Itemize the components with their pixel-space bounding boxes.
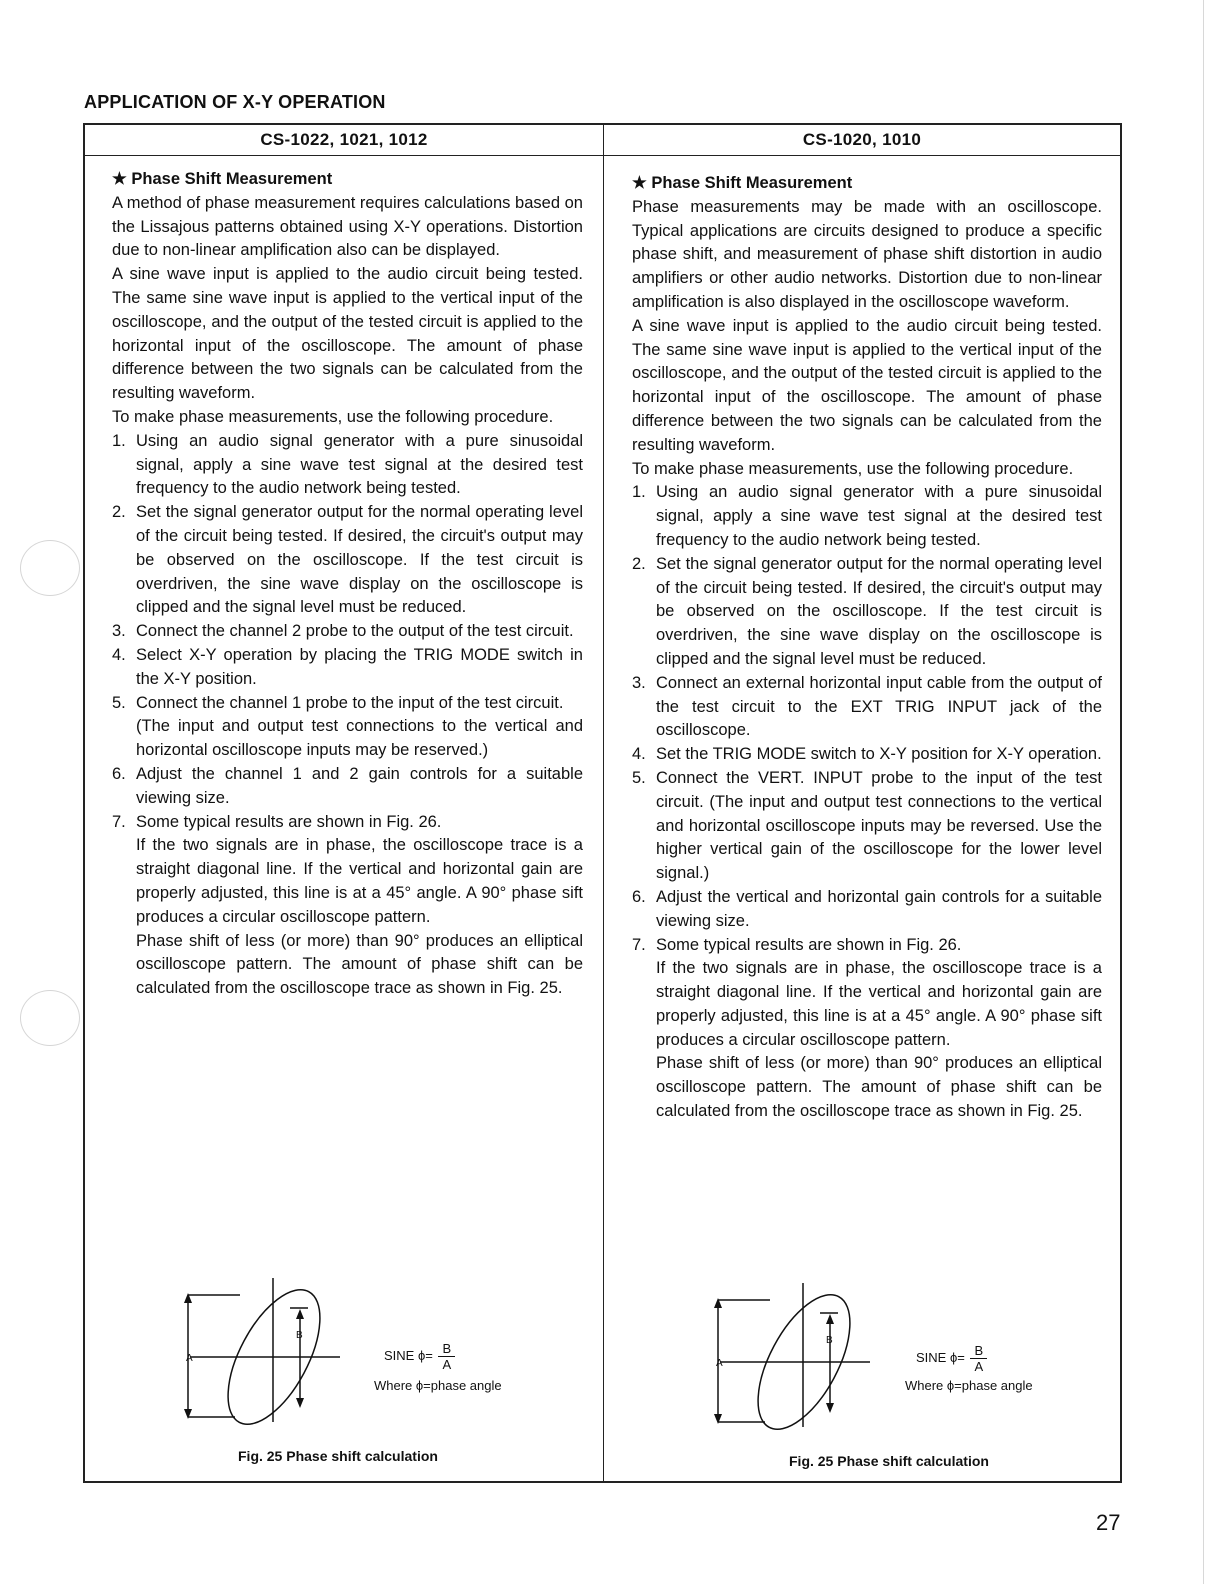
punch-hole-mark xyxy=(20,540,80,596)
step-text: Set the TRIG MODE switch to X-Y position for X-Y operation. xyxy=(656,745,1102,764)
step-number: 1. xyxy=(112,431,126,450)
step-text: Connect the channel 2 probe to the output of the test circuit. xyxy=(136,622,574,641)
procedure-step xyxy=(112,501,583,620)
step-text: Connect the VERT. INPUT probe to the input of the test circuit. (The input and output test connections to the vertical and horizontal oscilloscope inputs may be reversed. Use the higher vertical gain of the oscilloscope for the lower level signal.) xyxy=(656,768,1102,883)
procedure-step xyxy=(112,692,583,763)
procedure-step xyxy=(632,743,1102,767)
intro-paragraph: A sine wave input is applied to the audio circuit being tested. The same sine wave input is applied to the vertical input of the oscilloscope, and the output of the tested circuit is applied to the horizontal input of the oscilloscope. The amount of phase difference between the two signals can be calculated from the resulting waveform. xyxy=(112,265,583,403)
step-number: 3. xyxy=(632,673,646,692)
intro-paragraph: A method of phase measurement requires calculations based on the Lissajous patterns obtained using X-Y operations. Distortion due to non-linear amplification also can be displayed. xyxy=(112,193,583,260)
sine-formula xyxy=(384,1341,455,1372)
procedure-step xyxy=(112,430,583,501)
intro-paragraph: To make phase measurements, use the following procedure. xyxy=(112,407,554,426)
step-number: 2. xyxy=(632,554,646,573)
label-a: A xyxy=(716,1358,723,1369)
step-number: 5. xyxy=(632,768,646,787)
section-title: ★ Phase Shift Measurement xyxy=(112,170,333,188)
step-text: Using an audio signal generator with a pure sinusoidal signal, apply a sine wave test signal at the desired test frequency to the audio network being tested. xyxy=(656,483,1102,549)
phase-shift-figure-right xyxy=(710,1280,1110,1480)
arrow-head xyxy=(296,1398,304,1408)
formula-fraction xyxy=(970,1343,987,1374)
right-column-body xyxy=(632,172,1102,1124)
lissajous-diagram xyxy=(710,1280,885,1430)
procedure-list xyxy=(112,430,583,1001)
phase-angle-definition: Where ϕ=phase angle xyxy=(905,1378,1033,1393)
intro-paragraph: A sine wave input is applied to the audio circuit being tested. The same sine wave input is applied to the vertical input of the oscilloscope, and the output of the tested circuit is applied to the horizontal input of the oscilloscope. The amount of phase difference between the two signals can be calculated from the resulting waveform. xyxy=(632,316,1102,454)
phase-shift-figure-left xyxy=(180,1275,580,1475)
step-number: 2. xyxy=(112,503,126,522)
page-number: 27 xyxy=(1096,1510,1121,1535)
step-number: 7. xyxy=(632,935,646,954)
punch-hole-mark xyxy=(20,990,80,1046)
step-text: Using an audio signal generator with a pure sinusoidal signal, apply a sine wave test signal at the desired test frequency to the audio network being tested. xyxy=(136,431,583,498)
step-text: Connect an external horizontal input cable from the output of the test circuit to the EXT TRIG INPUT jack of the oscilloscope. xyxy=(656,673,1102,740)
formula-prefix: SINE ϕ= xyxy=(384,1347,433,1363)
step-text: Phase shift of less (or more) than 90° produces an elliptical oscilloscope pattern. The amount of phase shift can be calculated from the oscilloscope trace as shown in Fig. 25. xyxy=(136,931,583,998)
step-number: 4. xyxy=(632,745,646,764)
figure-caption: Fig. 25 Phase shift calculation xyxy=(789,1453,989,1469)
column-divider xyxy=(603,123,604,1483)
label-b: B xyxy=(826,1335,833,1346)
procedure-step xyxy=(632,672,1102,743)
left-column-body xyxy=(112,168,583,1001)
left-column-heading: CS-1022, 1021, 1012 xyxy=(260,130,428,149)
fraction-denominator: A xyxy=(442,1357,452,1372)
fraction-denominator: A xyxy=(974,1359,984,1374)
procedure-step xyxy=(632,481,1102,552)
step-number: 4. xyxy=(112,645,126,664)
step-number: 7. xyxy=(112,812,126,831)
procedure-list xyxy=(632,481,1102,1124)
step-number: 5. xyxy=(112,693,126,712)
phase-angle-definition: Where ϕ=phase angle xyxy=(374,1378,502,1393)
arrow-head xyxy=(826,1314,834,1324)
step-text: Set the signal generator output for the normal operating level of the circuit being tested. If desired, the circuit's output may be observed on the oscilloscope. If the test circuit is overdriven, the sine wave display on the oscilloscope is clipped and the signal level must be reduced. xyxy=(656,554,1102,668)
step-text: Some typical results are shown in Fig. 26. xyxy=(136,812,442,831)
step-text: Adjust the channel 1 and 2 gain controls for a suitable viewing size. xyxy=(136,764,583,807)
fraction-numerator: B xyxy=(970,1343,987,1359)
step-text: Set the signal generator output for the normal operating level of the circuit being tested. If desired, the circuit's output may be observed on the oscilloscope. If the test circuit is overdriven, the sine wave display on the oscilloscope is clipped and the signal level must be reduced. xyxy=(136,503,583,617)
step-number: 1. xyxy=(632,483,646,502)
procedure-step xyxy=(632,767,1102,886)
right-column-heading: CS-1020, 1010 xyxy=(802,130,922,149)
formula-prefix: SINE ϕ= xyxy=(916,1349,965,1365)
step-number: 6. xyxy=(112,764,126,783)
procedure-step xyxy=(632,934,1102,1124)
fraction-numerator: B xyxy=(438,1341,455,1357)
label-b: B xyxy=(296,1330,303,1341)
label-a: A xyxy=(186,1353,193,1364)
section-title: ★ Phase Shift Measurement xyxy=(632,174,853,192)
figure-caption: Fig. 25 Phase shift calculation xyxy=(238,1448,438,1464)
procedure-step xyxy=(112,620,583,644)
procedure-step xyxy=(632,886,1102,934)
page-title: APPLICATION OF X-Y OPERATION xyxy=(84,92,386,112)
formula-fraction xyxy=(438,1341,455,1372)
procedure-step xyxy=(112,644,583,692)
intro-paragraph: To make phase measurements, use the following procedure. xyxy=(632,459,1074,478)
page-edge-rule xyxy=(1203,0,1204,1584)
sine-formula xyxy=(916,1343,987,1374)
step-text: Phase shift of less (or more) than 90° produces an elliptical oscilloscope pattern. The amount of phase shift can be calculated from the oscilloscope trace as shown in Fig. 25. xyxy=(656,1054,1102,1121)
step-text: If the two signals are in phase, the oscilloscope trace is a straight diagonal line. If the vertical and horizontal gain are properly adjusted, this line is at a 45° angle. A 90° phase sift produces a circular oscilloscope pattern. xyxy=(656,959,1102,1049)
step-text: Connect the channel 1 probe to the input of the test circuit. xyxy=(136,693,564,712)
step-text: Select X-Y operation by placing the TRIG MODE switch in the X-Y position. xyxy=(136,645,583,688)
step-text: Some typical results are shown in Fig. 26. xyxy=(656,935,962,954)
step-text: Adjust the vertical and horizontal gain controls for a suitable viewing size. xyxy=(656,887,1102,930)
step-number: 6. xyxy=(632,887,646,906)
step-text: If the two signals are in phase, the oscilloscope trace is a straight diagonal line. If the vertical and horizontal gain are properly adjusted, this line is at a 45° angle. A 90° phase sift produces a circular oscilloscope pattern. xyxy=(136,836,583,926)
step-number: 3. xyxy=(112,622,126,641)
header-rule xyxy=(83,155,1122,156)
lissajous-diagram xyxy=(180,1275,355,1425)
step-text: (The input and output test connections to the vertical and horizontal oscilloscope inputs may be reserved.) xyxy=(136,717,583,760)
procedure-step xyxy=(112,763,583,811)
procedure-step xyxy=(632,553,1102,672)
procedure-step xyxy=(112,811,583,1001)
intro-paragraph: Phase measurements may be made with an oscilloscope. Typical applications are circuits designed to produce a specific phase shift, and measurement of phase shift distortion in audio amplifiers or other audio networks. Distortion due to non-linear amplification is also displayed in the oscilloscope waveform. xyxy=(632,197,1102,311)
arrow-head xyxy=(826,1403,834,1413)
arrow-head xyxy=(296,1309,304,1319)
